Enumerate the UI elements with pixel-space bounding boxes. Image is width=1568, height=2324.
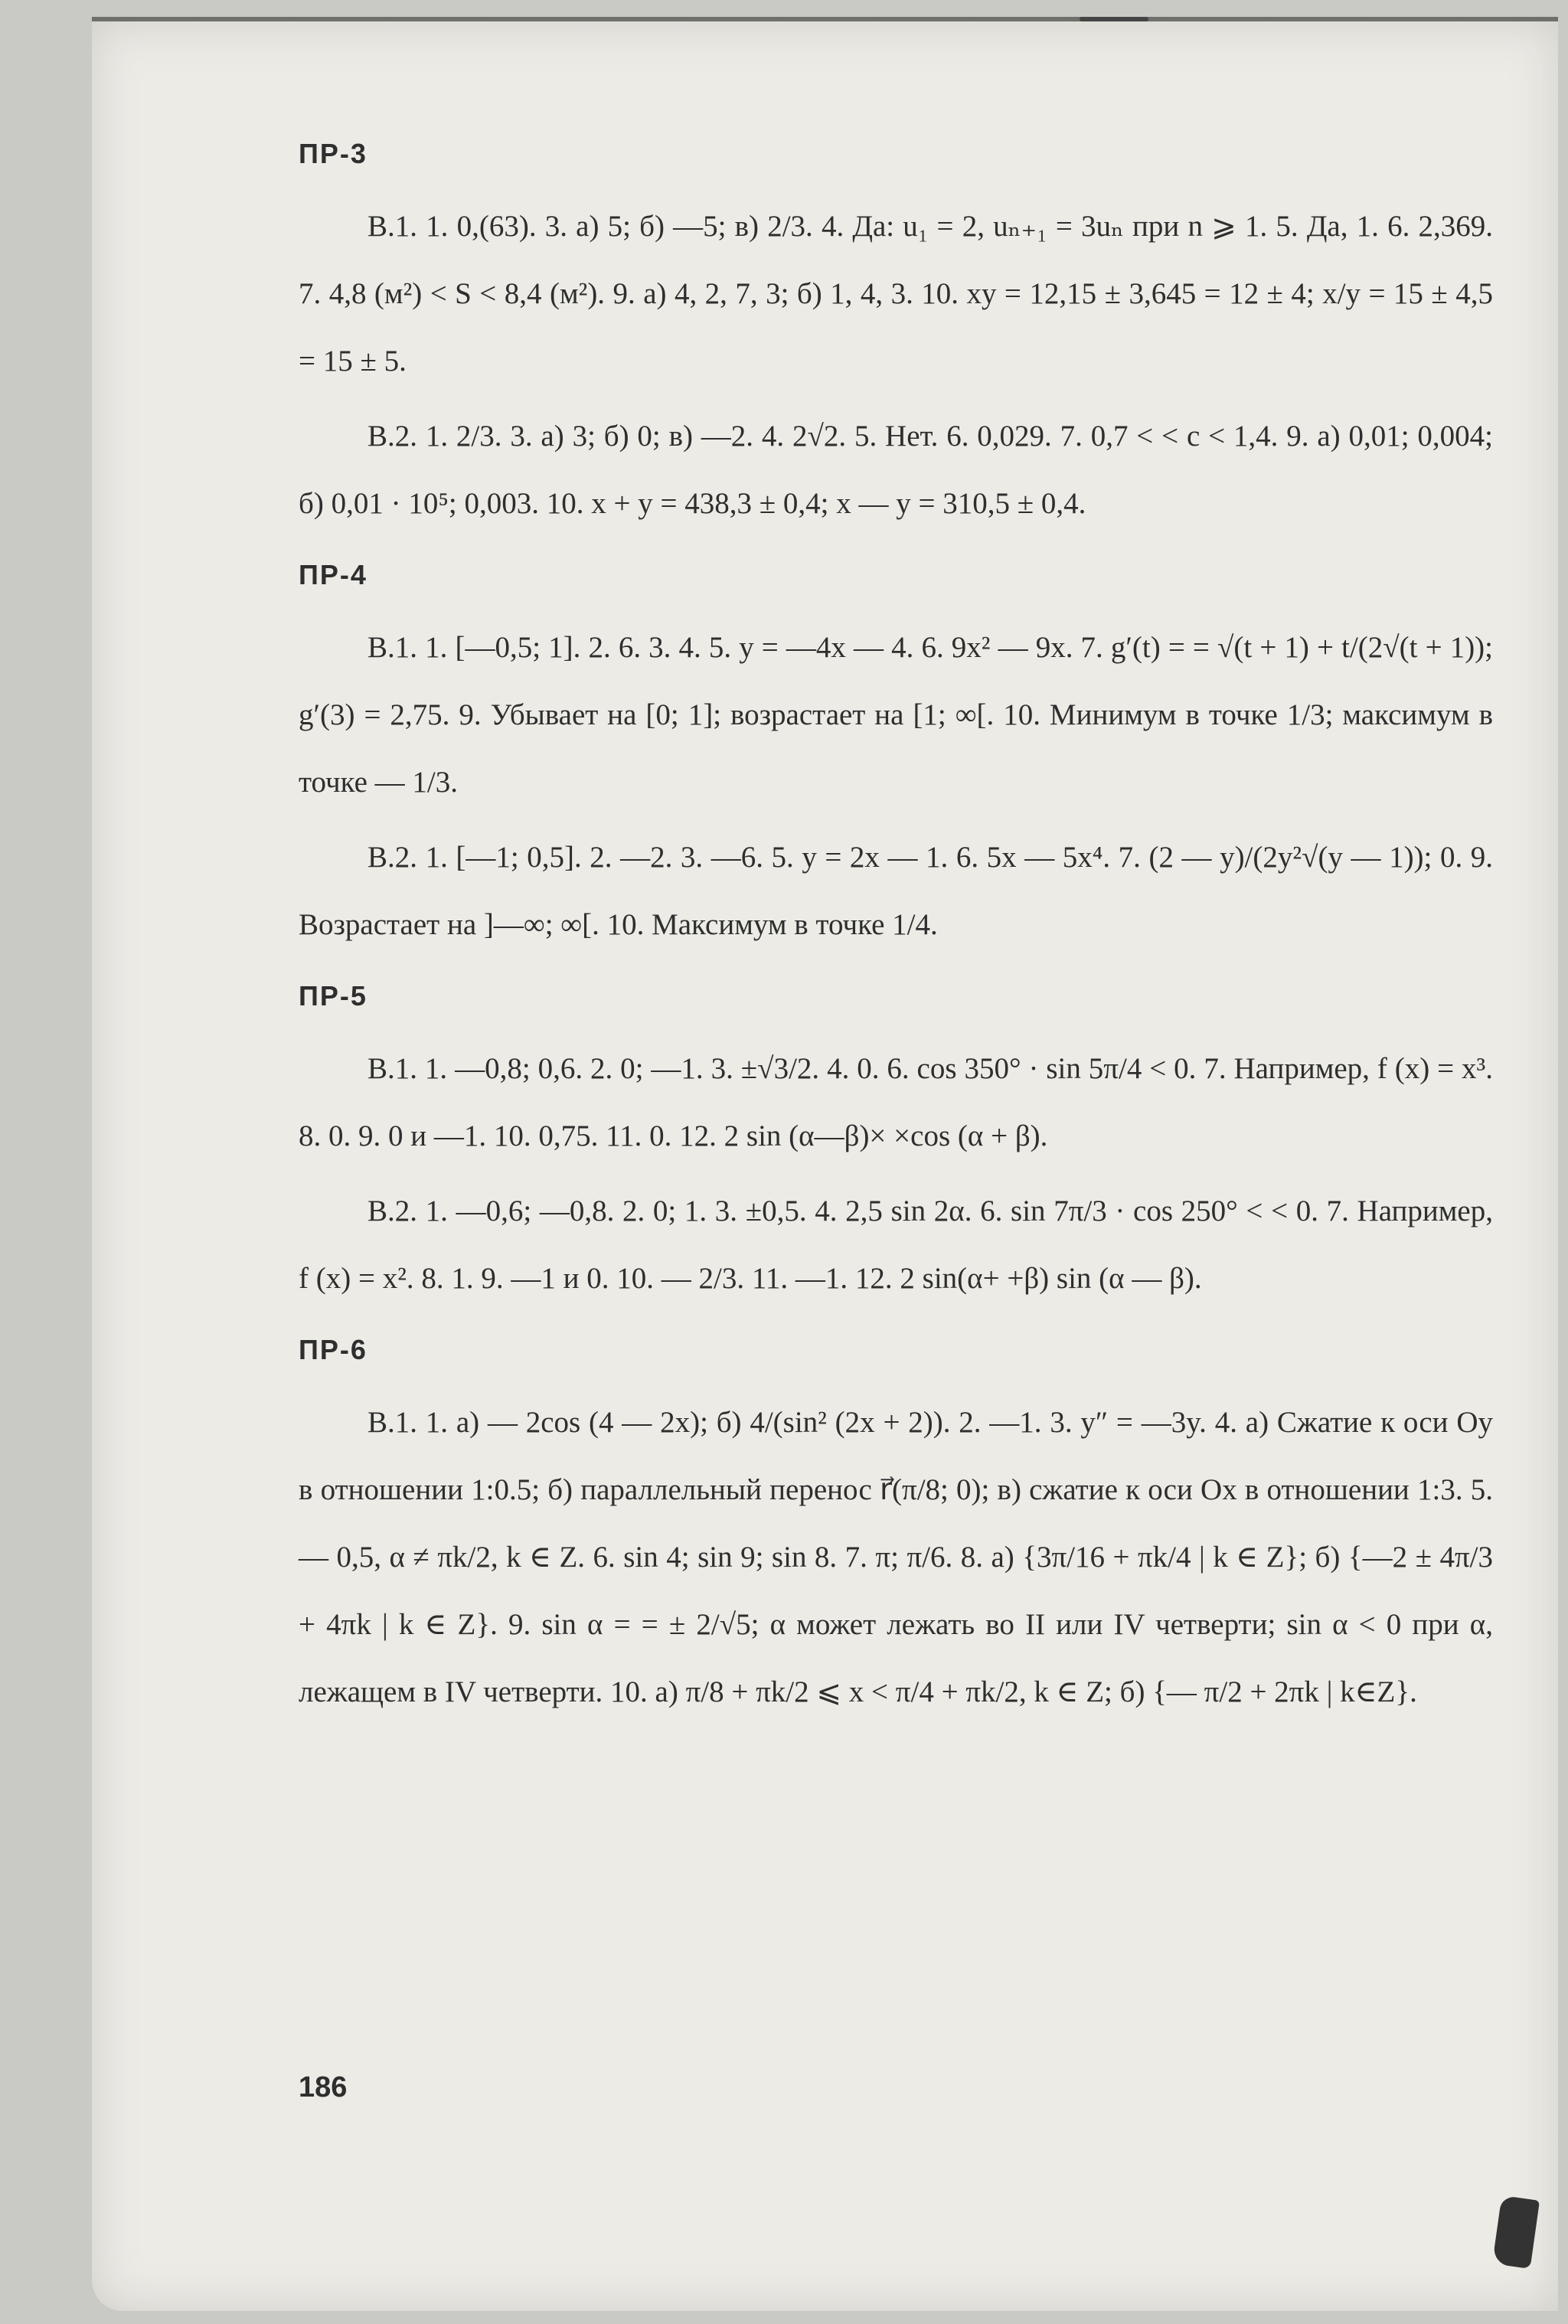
- page-number: 186: [299, 2071, 348, 2103]
- answer-paragraph: В.1. 1. 0,(63). 3. а) 5; б) —5; в) 2/3. 4. Да: u₁ = 2, uₙ₊₁ = 3uₙ при n ⩾ 1. 5. Да, 1. 6. 2,369. 7. 4,8 (м²) < S < 8,4 (м²). 9. а) 4, 2, 7, 3; б) 1, 4, 3. 10. xy = 12,15 ± 3,645 = 12 ± 4; x/y = 15 ± 4,5 = 15 ± 5.: [299, 210, 1493, 378]
- answers-content: [299, 138, 1493, 1734]
- section-heading-pr6: ПР-6: [299, 1334, 368, 1365]
- section-heading-pr3: ПР-3: [299, 138, 368, 169]
- answer-paragraph: В.2. 1. 2/3. 3. а) 3; б) 0; в) —2. 4. 2√2. 5. Нет. 6. 0,029. 7. 0,7 < < c < 1,4. 9. а) 0,01; 0,004; б) 0,01 · 10⁵; 0,003. 10. x + y = 438,3 ± 0,4; x — y = 310,5 ± 0,4.: [299, 420, 1493, 520]
- scan-mark: [1080, 17, 1148, 21]
- answer-paragraph: В.1. 1. [—0,5; 1]. 2. 6. 3. 4. 5. y = —4x — 4. 6. 9x² — 9x. 7. g′(t) = = √(t + 1) + t/(2√(t + 1)); g′(3) = 2,75. 9. Убывает на [0; 1]; возрастает на [1; ∞[. 10. Минимум в точке 1/3; максимум в точке — 1/3.: [299, 631, 1493, 799]
- section-heading-pr4: ПР-4: [299, 559, 368, 590]
- answer-paragraph: В.1. 1. —0,8; 0,6. 2. 0; —1. 3. ±√3/2. 4. 0. 6. cos 350° · sin 5π/4 < 0. 7. Например, f (x) = x³. 8. 0. 9. 0 и —1. 10. 0,75. 11. 0. 12. 2 sin (α—β)× ×cos (α + β).: [299, 1052, 1493, 1152]
- section-heading-pr5: ПР-5: [299, 980, 368, 1012]
- answer-paragraph: В.2. 1. —0,6; —0,8. 2. 0; 1. 3. ±0,5. 4. 2,5 sin 2α. 6. sin 7π/3 · cos 250° < < 0. 7. Например, f (x) = x². 8. 1. 9. —1 и 0. 10. — 2/3. 11. —1. 12. 2 sin(α+ +β) sin (α — β).: [299, 1195, 1493, 1295]
- answer-paragraph: В.1. 1. а) — 2cos (4 — 2x); б) 4/(sin² (2x + 2)). 2. —1. 3. y″ = —3y. 4. а) Сжатие к оси Oy в отношении 1:0.5; б) параллельный перенос r⃗(π/8; 0); в) сжатие к оси Ox в отношении 1:3. 5. — 0,5, α ≠ πk/2, k ∈ Z. 6. sin 4; sin 9; sin 8. 7. π; π/6. 8. а) {3π/16 + πk/4 | k ∈ Z}; б) {—2 ± 4π/3 + 4πk | k ∈ Z}. 9. sin α = = ± 2/√5; α может лежать во II или IV четверти; sin α < 0 при α, лежащем в IV четверти. 10. а) π/8 + πk/2 ⩽ x < π/4 + πk/2, k ∈ Z; б) {— π/2 + 2πk | k∈Z}.: [299, 1406, 1493, 1708]
- answer-paragraph: В.2. 1. [—1; 0,5]. 2. —2. 3. —6. 5. y = 2x — 1. 6. 5x — 5x⁴. 7. (2 — y)/(2y²√(y — 1)); 0. 9. Возрастает на ]—∞; ∞[. 10. Максимум в точке 1/4.: [299, 841, 1493, 941]
